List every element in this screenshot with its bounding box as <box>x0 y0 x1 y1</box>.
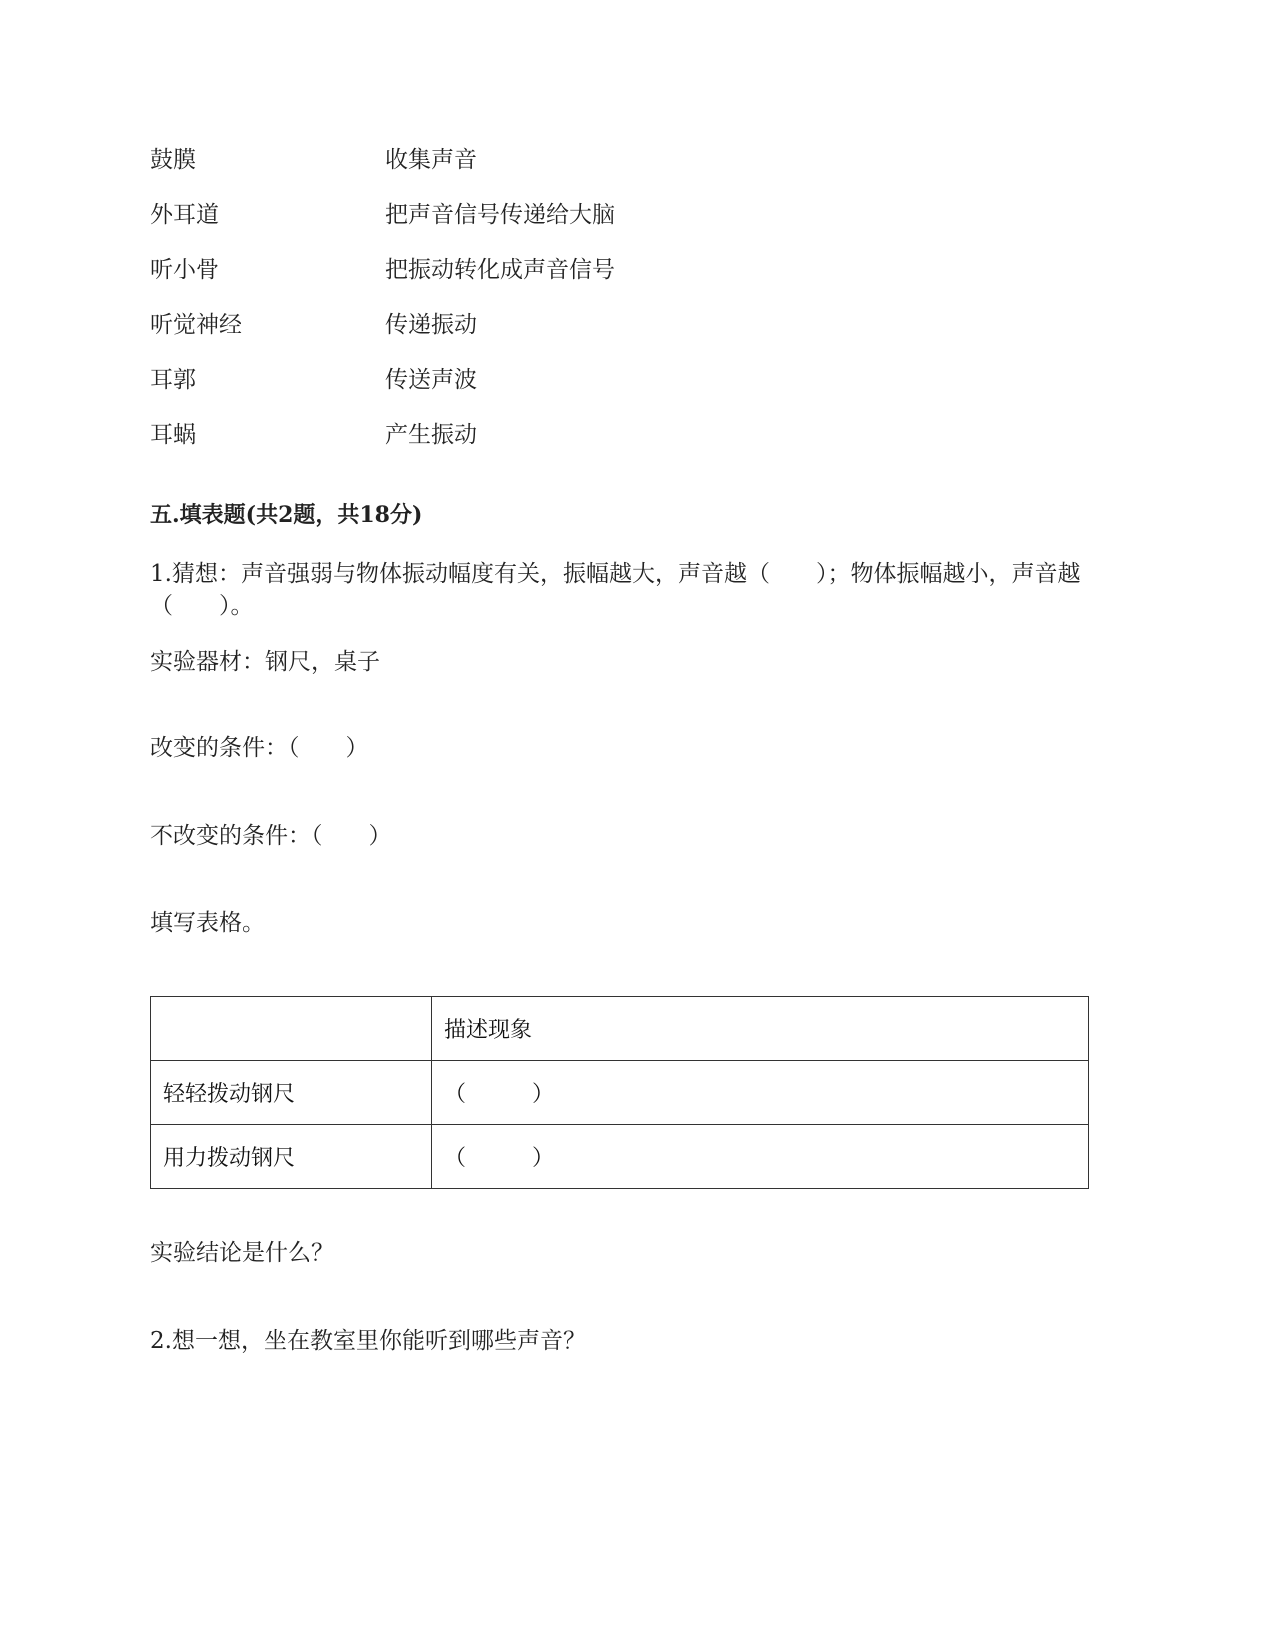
table-cell-answer-blank[interactable]: （ ） <box>432 1061 1089 1125</box>
unchanged-condition-text: 不改变的条件：（ ） <box>150 823 392 849</box>
table-cell-condition: 轻轻拨动钢尺 <box>151 1061 432 1125</box>
table-cell-answer-blank[interactable]: （ ） <box>432 1125 1089 1189</box>
ear-function-label: 把振动转化成声音信号 <box>385 257 615 283</box>
ear-function-label: 收集声音 <box>385 147 477 173</box>
changed-condition-text: 改变的条件：（ ） <box>150 735 369 761</box>
ear-part-label: 耳郭 <box>150 367 196 393</box>
table-row <box>151 1125 1089 1189</box>
fill-table-prompt: 填写表格。 <box>150 910 265 936</box>
section-heading: 五.填表题(共2题，共18分) <box>150 502 423 528</box>
question-1-text: 1.猜想：声音强弱与物体振动幅度有关，振幅越大，声音越（ ）；物体振幅越小，声音越（ ）。 <box>150 561 1081 619</box>
ear-part-label: 鼓膜 <box>150 147 196 173</box>
ear-part-label: 外耳道 <box>150 202 219 228</box>
ear-part-label: 耳蜗 <box>150 422 196 448</box>
ear-function-label: 把声音信号传递给大脑 <box>385 202 615 228</box>
ear-function-label: 产生振动 <box>385 422 477 448</box>
materials-text: 实验器材：钢尺，桌子 <box>150 649 380 675</box>
table-header-cell <box>151 997 432 1061</box>
table-header-cell: 描述现象 <box>432 997 1089 1061</box>
ear-part-label: 听小骨 <box>150 257 219 283</box>
table-cell-condition: 用力拨动钢尺 <box>151 1125 432 1189</box>
ear-part-label: 听觉神经 <box>150 312 242 338</box>
question-2-text: 2.想一想，坐在教室里你能听到哪些声音？ <box>150 1328 586 1354</box>
table-row <box>151 1061 1089 1125</box>
ear-function-label: 传递振动 <box>385 312 477 338</box>
conclusion-question: 实验结论是什么？ <box>150 1240 334 1266</box>
ear-function-label: 传送声波 <box>385 367 477 393</box>
table-header-row <box>151 997 1089 1061</box>
observation-table <box>150 996 1089 1189</box>
